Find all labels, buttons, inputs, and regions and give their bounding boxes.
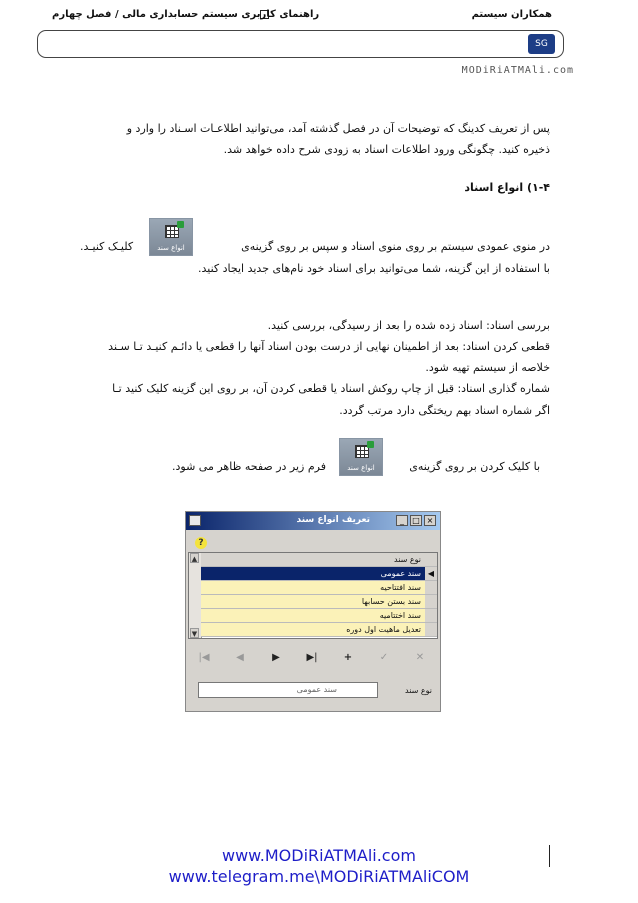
header-doc-title: راهنمای کاربری سیستم حسابداری مالی / فصل چهارم — [52, 9, 320, 20]
add-record-button[interactable]: + — [343, 652, 353, 663]
review-line: بررسی اسناد: اسناد زده شده را بعد از رسیدگی، بررسی کنید. — [267, 319, 550, 332]
document-types-caption: انواع سند — [347, 464, 375, 472]
intro-line-1: پس از تعریف کدینگ که توضیحات آن در فصل گذشته آمد، می‌توانید اطلاعـات اسـناد را وارد و — [126, 122, 550, 135]
add-icon — [367, 441, 374, 448]
dialog-titlebar — [186, 512, 440, 530]
menu-line-2: با استفاده از این گزینه، شما می‌توانید برای اسناد خود نام‌های جدید ایجاد کنید. — [197, 262, 550, 275]
footer-telegram-link[interactable]: www.telegram.me\MODiRiATMAliCOM — [168, 867, 470, 886]
app-icon — [189, 515, 201, 526]
document-types-caption: انواع سند — [157, 244, 185, 252]
minimize-button[interactable]: _ — [396, 515, 408, 526]
number-line-1: شماره گذاری اسناد: قبل از چاپ روکش اسناد یا قطعی کردن آن، بر روی این گزینه کلیک کنید تـا — [112, 382, 550, 395]
save-record-button[interactable]: ✓ — [379, 652, 389, 663]
row-selector-header — [425, 553, 437, 567]
document-types-button[interactable] — [149, 218, 193, 256]
header-site: MODiRiATMAli.com — [461, 65, 574, 76]
last-record-button[interactable]: ▶| — [306, 652, 318, 663]
column-header[interactable]: نوع سند — [201, 553, 425, 567]
table-row[interactable]: سند افتتاحیه — [201, 581, 425, 595]
current-row-marker-icon: ◀ — [425, 567, 437, 581]
intro-line-2: ذخیره کنید. چگونگی ورود اطلاعات اسناد به زودی شرح داده خواهد شد. — [223, 143, 550, 156]
table-row[interactable]: سند عمومی — [201, 567, 425, 581]
document-types-table — [188, 552, 438, 639]
click-line-b: فرم زیر در صفحه ظاهر می شود. — [172, 460, 327, 473]
table-row[interactable]: سند اختتامیه — [201, 609, 425, 623]
scroll-down-icon[interactable]: ▼ — [191, 630, 198, 638]
record-navigator — [188, 647, 438, 669]
document-types-button-2[interactable] — [339, 438, 383, 476]
menu-line-a: در منوی عمودی سیستم بر روی منوی اسناد و سپس بر روی گزینه‌ی — [241, 240, 550, 253]
section-heading: ۱-۴) انواع اسناد — [464, 181, 550, 194]
click-line-a: با کلیک کردن بر روی گزینه‌ی — [409, 460, 540, 473]
number-line-2: اگر شماره اسناد بهم ریختگی دارد مرتب گردد. — [339, 404, 550, 417]
company-logo: SG — [528, 34, 555, 54]
document-types-dialog — [185, 511, 441, 712]
prev-record-button[interactable]: ◀ — [236, 652, 244, 663]
row-selector[interactable] — [425, 623, 437, 637]
dialog-title: تعریف انواع سند — [296, 515, 370, 525]
table-row[interactable]: تعدیل ماهیت اول دوره — [201, 623, 425, 637]
footer-site-link[interactable]: www.MODiRiATMAli.com — [222, 846, 416, 865]
row-selector[interactable] — [425, 609, 437, 623]
menu-line-b: کلیـک کنیـد. — [80, 240, 134, 253]
final-line-1: قطعی کردن اسناد: بعد از اطمینان نهایی از درست بودن اسناد آنها را قطعی یا دائـم کنیـد تـا سـند — [108, 340, 550, 353]
scroll-up-icon[interactable]: ▲ — [191, 555, 198, 563]
help-icon[interactable]: ? — [195, 537, 207, 549]
row-selector[interactable] — [425, 595, 437, 609]
table-row[interactable]: سند بستن حسابها — [201, 595, 425, 609]
header-brand: همکاران سیستم — [471, 9, 552, 20]
add-icon — [177, 221, 184, 228]
close-button[interactable]: × — [424, 515, 436, 526]
row-selector[interactable] — [425, 581, 437, 595]
cancel-record-button[interactable]: ✕ — [415, 652, 425, 663]
document-type-label: نوع سند — [405, 686, 432, 695]
first-record-button[interactable]: |◀ — [198, 652, 210, 663]
next-record-button[interactable]: ▶ — [272, 652, 280, 663]
document-type-input[interactable]: سند عمومی — [198, 682, 378, 698]
final-line-2: خلاصه از سیستم تهیه شود. — [425, 361, 550, 374]
page-header-frame — [37, 30, 564, 58]
maximize-button[interactable]: □ — [410, 515, 422, 526]
